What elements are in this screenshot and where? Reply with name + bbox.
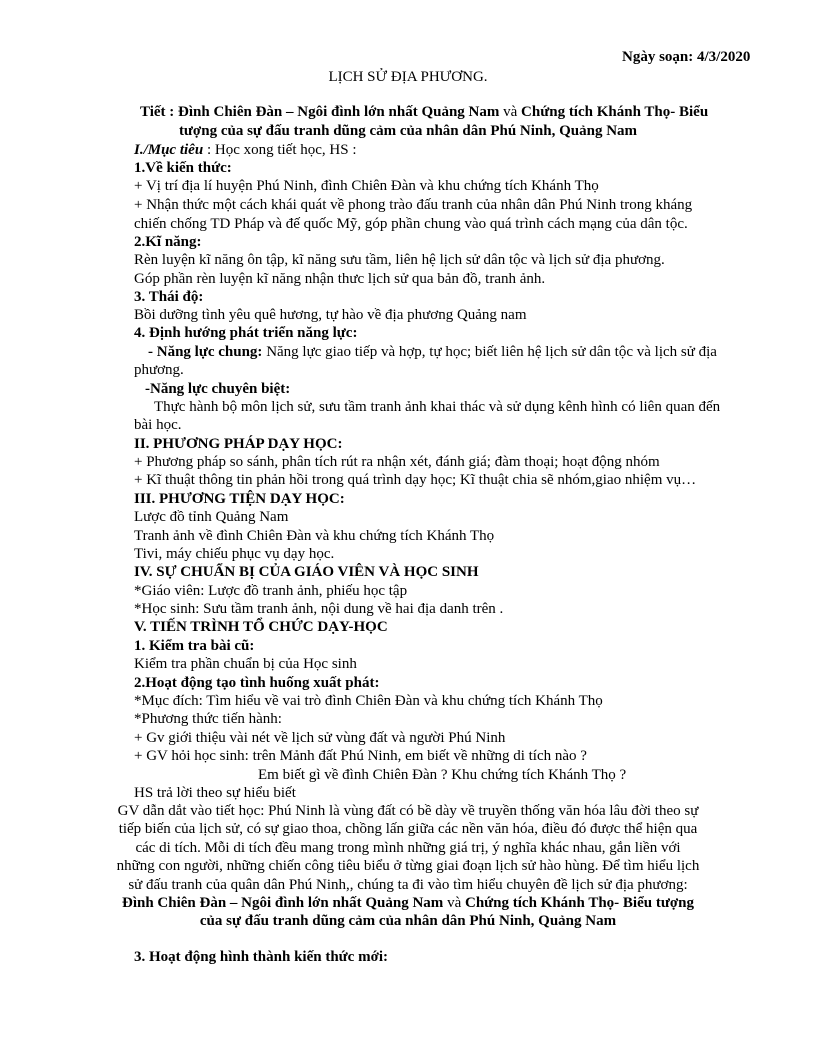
specific-competency-label: -Năng lực chuyên biệt: <box>145 381 291 397</box>
objectives-heading: I./Mục tiêu <box>134 142 204 158</box>
lesson-title-line-2: tượng của sự đấu tranh dũng cảm của nhân dân Phú Ninh, Quảng Nam <box>178 123 638 139</box>
process-heading: V. TIẾN TRÌNH TỔ CHỨC DẠY-HỌC <box>134 619 388 635</box>
competency-heading: 4. Định hướng phát triển năng lực: <box>134 325 358 341</box>
intro-line-4: những con người, những chiến công tiêu biểu ở từng giai đoạn lịch sử hào hùng. Để tìm hiểu lịch <box>116 858 700 874</box>
topic-part-2: Chứng tích Khánh Thọ- Biểu tượng <box>464 895 694 911</box>
skills-item-1: Rèn luyện kĩ năng ôn tập, kĩ năng sưu tầm, liên hệ lịch sử dân tộc và lịch sử địa phương. <box>134 252 665 268</box>
document-title: LỊCH SỬ ĐỊA PHƯƠNG. <box>328 69 488 85</box>
general-competency-line <box>148 343 717 361</box>
intro-line-3: các di tích. Mỗi di tích đều mang trong mình những giá trị, ý nghĩa khác nhau, gắn liền với <box>135 840 681 856</box>
lesson-title-line-1 <box>140 103 708 121</box>
lesson-title-part-2: Chứng tích Khánh Thọ- Biểu <box>521 104 709 120</box>
topic-line-1 <box>0 894 816 912</box>
objectives-intro: : Học xong tiết học, HS : <box>203 142 357 158</box>
methods-item-2: + Kĩ thuật thông tin phản hồi trong quá trình dạy học; Kĩ thuật chia sẽ nhóm,giao nhiệm vụ… <box>134 472 697 488</box>
knowledge-item-2: + Nhận thức một cách khái quát về phong trào đấu tranh của nhân dân Phú Ninh trong kháng <box>134 197 693 213</box>
check-heading: 1. Kiểm tra bài cũ: <box>134 638 255 654</box>
check-text: Kiểm tra phần chuẩn bị của Học sinh <box>134 656 357 672</box>
methods-item-1: + Phương pháp so sánh, phân tích rút ra nhận xét, đánh giá; đàm thoại; hoạt động nhóm <box>134 454 660 470</box>
topic-part-1: Đình Chiên Đàn – Ngôi đình lớn nhất Quảng Nam <box>121 895 444 911</box>
situation-line-4: + GV hỏi học sinh: trên Mảnh đất Phú Ninh, em biết về những di tích nào ? <box>134 748 587 764</box>
general-competency-text: Năng lực giao tiếp và hợp, tự học; biết liên hệ lịch sử dân tộc và lịch sử địa <box>262 344 717 360</box>
date-line: Ngày soạn: 4/3/2020 <box>622 49 751 65</box>
attitude-text: Bồi dưỡng tình yêu quê hương, tự hào về địa phương Quảng nam <box>134 307 527 323</box>
intro-line-1: GV dẫn dắt vào tiết học: Phú Ninh là vùng đất có bề dày về truyền thống văn hóa lâu đời theo sự <box>117 803 699 819</box>
situation-line-3: + Gv giới thiệu vài nét về lịch sử vùng đất và người Phú Ninh <box>134 730 506 746</box>
situation-line-1: *Mục đích: Tìm hiểu về vai trò đình Chiên Đàn và khu chứng tích Khánh Thọ <box>134 693 603 709</box>
situation-question-2: Em biết gì về đình Chiên Đàn ? Khu chứng tích Khánh Thọ ? <box>258 767 627 783</box>
lesson-title-and: và <box>499 104 522 120</box>
skills-item-2: Góp phần rèn luyện kĩ năng nhận thưc lịch sử qua bản đồ, tranh ảnh. <box>134 271 546 287</box>
knowledge-item-3: chiến chống TD Pháp và đế quốc Mỹ, góp phần chung vào quá trình cách mạng của dân tộc. <box>134 216 688 232</box>
intro-line-5: sử đấu tranh của quân dân Phú Ninh,, chúng ta đi vào tìm hiểu chuyên đề lịch sử địa phương: <box>128 877 688 893</box>
general-competency-text-2: phương. <box>134 362 184 378</box>
lesson-title-part-1: Tiết : Đình Chiên Đàn – Ngôi đình lớn nhất Quảng Nam <box>140 104 500 120</box>
situation-line-2: *Phương thức tiến hành: <box>134 711 282 727</box>
situation-heading: 2.Hoạt động tạo tình huống xuất phát: <box>134 675 380 691</box>
skills-heading: 2.Kĩ năng: <box>134 234 202 250</box>
new-knowledge-heading: 3. Hoạt động hình thành kiến thức mới: <box>134 949 389 965</box>
means-item-2: Tranh ảnh về đình Chiên Đàn và khu chứng tích Khánh Thọ <box>134 528 495 544</box>
objectives-line <box>134 141 357 159</box>
specific-competency-text: Thực hành bộ môn lịch sử, sưu tầm tranh ảnh khai thác và sử dụng kênh hình có liên quan đến <box>154 399 721 415</box>
student-answer: HS trả lời theo sự hiểu biết <box>134 785 296 801</box>
prep-item-student: *Học sinh: Sưu tầm tranh ảnh, nội dung về hai địa danh trên . <box>134 601 504 617</box>
attitude-heading: 3. Thái độ: <box>134 289 204 305</box>
means-item-3: Tivi, máy chiếu phục vụ dạy học. <box>134 546 335 562</box>
general-competency-label: - Năng lực chung: <box>148 344 263 360</box>
methods-heading: II. PHƯƠNG PHÁP DẠY HỌC: <box>134 436 343 452</box>
specific-competency-text-2: bài học. <box>134 417 182 433</box>
knowledge-item-1: + Vị trí địa lí huyện Phú Ninh, đình Chiên Đàn và khu chứng tích Khánh Thọ <box>134 178 599 194</box>
prep-heading: IV. SỰ CHUẨN BỊ CỦA GIÁO VIÊN VÀ HỌC SINH <box>134 564 479 580</box>
intro-line-2: tiếp biến của lịch sử, có sự giao thoa, chồng lấn giữa các nền văn hóa, điều đó được thể hiện qua <box>118 821 698 837</box>
means-item-1: Lược đồ tỉnh Quảng Nam <box>134 509 289 525</box>
knowledge-heading: 1.Về kiến thức: <box>134 160 232 176</box>
prep-item-teacher: *Giáo viên: Lược đồ tranh ảnh, phiếu học tập <box>134 583 408 599</box>
topic-line-2: của sự đấu tranh dũng cảm của nhân dân Phú Ninh, Quảng Nam <box>199 913 617 929</box>
means-heading: III. PHƯƠNG TIỆN DẠY HỌC: <box>134 491 345 507</box>
topic-and: và <box>443 895 465 911</box>
